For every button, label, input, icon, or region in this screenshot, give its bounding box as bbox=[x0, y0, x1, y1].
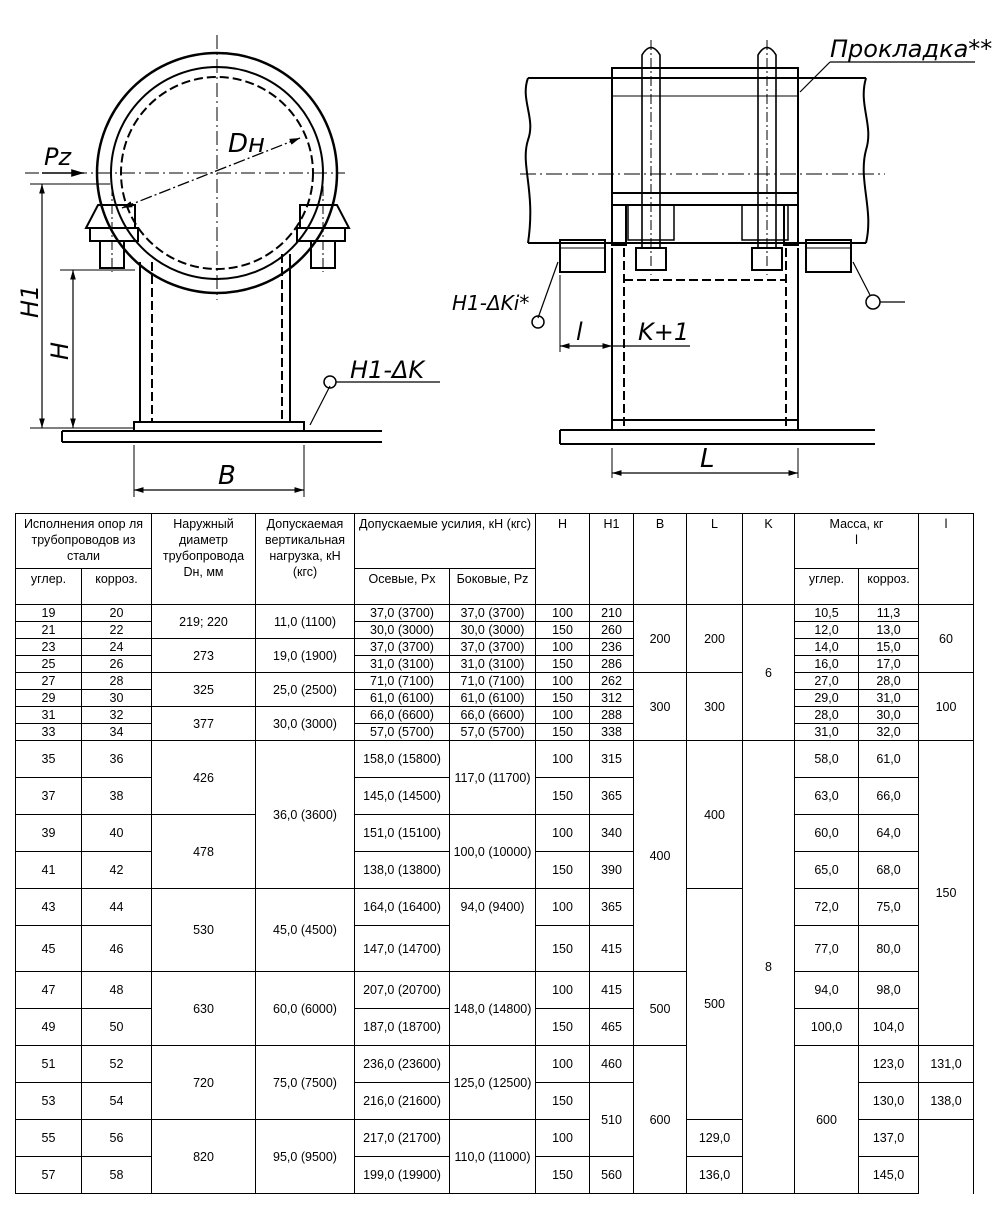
header-axial: Осевые, Px bbox=[355, 569, 450, 605]
cell: 30,0 (3000) bbox=[256, 707, 355, 741]
cell: 210 bbox=[590, 605, 634, 622]
cell: 415 bbox=[590, 972, 634, 1009]
cell: 66,0 (6600) bbox=[355, 707, 450, 724]
cell: 11,3 bbox=[859, 605, 919, 622]
cell: 207,0 (20700) bbox=[355, 972, 450, 1009]
cell: 29,0 bbox=[795, 690, 859, 707]
cell: 32,0 bbox=[859, 724, 919, 741]
cell: 12,0 bbox=[795, 622, 859, 639]
cell: 27 bbox=[16, 673, 82, 690]
cell: 25 bbox=[16, 656, 82, 673]
cell: 400 bbox=[687, 741, 743, 889]
table-row bbox=[16, 889, 974, 926]
cell: 129,0 bbox=[687, 1120, 743, 1157]
cell: 31,0 (3100) bbox=[450, 656, 536, 673]
cell: 61,0 (6100) bbox=[450, 690, 536, 707]
header-corrosion: корроз. bbox=[82, 569, 152, 605]
cell: 150 bbox=[536, 852, 590, 889]
cell: 15,0 bbox=[859, 639, 919, 656]
cell: 150 bbox=[536, 1083, 590, 1120]
cell: 75,0 bbox=[859, 889, 919, 926]
label-k1: K+1 bbox=[638, 318, 690, 346]
cell: 100 bbox=[536, 889, 590, 926]
cell: 63,0 bbox=[795, 778, 859, 815]
cell: 52 bbox=[82, 1046, 152, 1083]
right-view bbox=[520, 40, 975, 478]
table-row bbox=[16, 707, 974, 724]
table-row bbox=[16, 815, 974, 852]
cell: 45 bbox=[16, 926, 82, 972]
cell: 560 bbox=[590, 1157, 634, 1194]
cell: 56 bbox=[82, 1120, 152, 1157]
cell: 26 bbox=[82, 656, 152, 673]
cell: 273 bbox=[152, 639, 256, 673]
cell: 100,0 bbox=[795, 1009, 859, 1046]
cell: 262 bbox=[590, 673, 634, 690]
table-row bbox=[16, 972, 974, 1009]
header-mass-sub: l bbox=[855, 533, 858, 547]
cell: 37,0 (3700) bbox=[355, 639, 450, 656]
cell: 47 bbox=[16, 972, 82, 1009]
cell: 68,0 bbox=[859, 852, 919, 889]
cell: 48 bbox=[82, 972, 152, 1009]
cell: 24 bbox=[82, 639, 152, 656]
cell: 44 bbox=[82, 889, 152, 926]
cell: 51 bbox=[16, 1046, 82, 1083]
table-row bbox=[16, 741, 974, 778]
cell: 31,0 bbox=[859, 690, 919, 707]
table-header-row bbox=[16, 514, 974, 569]
cell: 200 bbox=[634, 605, 687, 673]
cell: 30,0 (3000) bbox=[450, 622, 536, 639]
cell: 820 bbox=[152, 1120, 256, 1194]
cell: 365 bbox=[590, 778, 634, 815]
cell: 71,0 (7100) bbox=[355, 673, 450, 690]
cell: 720 bbox=[152, 1046, 256, 1120]
cell: 145,0 bbox=[859, 1157, 919, 1194]
cell: 22 bbox=[82, 622, 152, 639]
cell: 53 bbox=[16, 1083, 82, 1120]
cell: 31,0 bbox=[795, 724, 859, 741]
header-forces: Допускаемые усилия, кН (кгс) bbox=[355, 514, 536, 569]
support-drawing bbox=[0, 0, 999, 505]
cell: 36,0 (3600) bbox=[256, 741, 355, 889]
header-h: H bbox=[536, 514, 590, 605]
cell: 100 bbox=[536, 673, 590, 690]
cell: 41 bbox=[16, 852, 82, 889]
cell: 28,0 bbox=[795, 707, 859, 724]
cell: 260 bbox=[590, 622, 634, 639]
cell: 58 bbox=[82, 1157, 152, 1194]
cell: 104,0 bbox=[859, 1009, 919, 1046]
cell: 100 bbox=[536, 972, 590, 1009]
table-row bbox=[16, 605, 974, 622]
cell: 217,0 (21700) bbox=[355, 1120, 450, 1157]
cell: 20 bbox=[82, 605, 152, 622]
cell: 60 bbox=[919, 605, 974, 673]
cell: 500 bbox=[687, 889, 743, 1120]
cell: 110,0 (11000) bbox=[450, 1120, 536, 1194]
cell: 37,0 (3700) bbox=[450, 639, 536, 656]
cell: 27,0 bbox=[795, 673, 859, 690]
cell: 17,0 bbox=[859, 656, 919, 673]
cell: 415 bbox=[590, 926, 634, 972]
cell: 6 bbox=[743, 605, 795, 741]
cell: 35 bbox=[16, 741, 82, 778]
cell: 600 bbox=[634, 1046, 687, 1194]
cell: 30 bbox=[82, 690, 152, 707]
cell: 37 bbox=[16, 778, 82, 815]
cell: 131,0 bbox=[919, 1046, 974, 1083]
cell: 100 bbox=[536, 741, 590, 778]
cell: 150 bbox=[536, 1157, 590, 1194]
label-weld-right: H1-ΔKi* bbox=[452, 291, 530, 315]
cell: 31,0 (3100) bbox=[355, 656, 450, 673]
cell: 300 bbox=[634, 673, 687, 741]
cell: 500 bbox=[634, 972, 687, 1046]
cell: 219; 220 bbox=[152, 605, 256, 639]
cell: 19,0 (1900) bbox=[256, 639, 355, 673]
cell: 42 bbox=[82, 852, 152, 889]
cell: 13,0 bbox=[859, 622, 919, 639]
cell: 130,0 bbox=[859, 1083, 919, 1120]
cell: 315 bbox=[590, 741, 634, 778]
cell: 150 bbox=[536, 622, 590, 639]
header-mass-corrosion: корроз. bbox=[859, 569, 919, 605]
table-row bbox=[16, 673, 974, 690]
header-b: B bbox=[634, 514, 687, 605]
cell: 138,0 (13800) bbox=[355, 852, 450, 889]
cell: 39 bbox=[16, 815, 82, 852]
cell: 390 bbox=[590, 852, 634, 889]
cell: 60,0 (6000) bbox=[256, 972, 355, 1046]
cell: 57 bbox=[16, 1157, 82, 1194]
cell: 38 bbox=[82, 778, 152, 815]
cell: 164,0 (16400) bbox=[355, 889, 450, 926]
cell: 100 bbox=[536, 605, 590, 622]
cell: 216,0 (21600) bbox=[355, 1083, 450, 1120]
cell: 150 bbox=[536, 778, 590, 815]
cell: 54 bbox=[82, 1083, 152, 1120]
cell: 23 bbox=[16, 639, 82, 656]
cell: 77,0 bbox=[795, 926, 859, 972]
cell: 136,0 bbox=[687, 1157, 743, 1194]
cell: 75,0 (7500) bbox=[256, 1046, 355, 1120]
cell: 8 bbox=[743, 741, 795, 1194]
cell: 236,0 (23600) bbox=[355, 1046, 450, 1083]
table-row bbox=[16, 639, 974, 656]
cell: 80,0 bbox=[859, 926, 919, 972]
label-h1: H1 bbox=[16, 284, 44, 318]
cell: 151,0 (15100) bbox=[355, 815, 450, 852]
label-h: H bbox=[46, 341, 74, 360]
cell: 29 bbox=[16, 690, 82, 707]
header-mass bbox=[795, 514, 919, 569]
cell: 65,0 bbox=[795, 852, 859, 889]
cell: 300 bbox=[687, 673, 743, 741]
cell: 37,0 (3700) bbox=[450, 605, 536, 622]
cell: 31 bbox=[16, 707, 82, 724]
cell: 150 bbox=[536, 690, 590, 707]
label-l-small: l bbox=[576, 318, 583, 346]
cell: 338 bbox=[590, 724, 634, 741]
cell: 150 bbox=[536, 926, 590, 972]
cell: 138,0 bbox=[919, 1083, 974, 1120]
cell: 19 bbox=[16, 605, 82, 622]
cell: 72,0 bbox=[795, 889, 859, 926]
cell: 61,0 bbox=[859, 741, 919, 778]
cell: 66,0 bbox=[859, 778, 919, 815]
cell: 286 bbox=[590, 656, 634, 673]
cell: 460 bbox=[590, 1046, 634, 1083]
cell: 55 bbox=[16, 1120, 82, 1157]
header-mass-text: Масса, кг bbox=[829, 517, 884, 531]
cell: 426 bbox=[152, 741, 256, 815]
cell: 100 bbox=[536, 707, 590, 724]
cell: 16,0 bbox=[795, 656, 859, 673]
cell: 200 bbox=[687, 605, 743, 673]
cell: 66,0 (6600) bbox=[450, 707, 536, 724]
cell: 94,0 (9400) bbox=[450, 889, 536, 972]
cell: 145,0 (14500) bbox=[355, 778, 450, 815]
cell: 21 bbox=[16, 622, 82, 639]
spec-table bbox=[15, 513, 974, 1194]
cell: 100,0 (10000) bbox=[450, 815, 536, 889]
cell: 137,0 bbox=[859, 1120, 919, 1157]
cell: 14,0 bbox=[795, 639, 859, 656]
cell: 600 bbox=[795, 1046, 859, 1194]
cell: 57,0 (5700) bbox=[450, 724, 536, 741]
cell: 57,0 (5700) bbox=[355, 724, 450, 741]
cell: 25,0 (2500) bbox=[256, 673, 355, 707]
cell: 630 bbox=[152, 972, 256, 1046]
cell: 100 bbox=[536, 1046, 590, 1083]
header-l-small: l bbox=[919, 514, 974, 605]
cell: 98,0 bbox=[859, 972, 919, 1009]
cell: 94,0 bbox=[795, 972, 859, 1009]
cell: 49 bbox=[16, 1009, 82, 1046]
header-diameter: Наружный диаметр трубопровода Dн, мм bbox=[152, 514, 256, 605]
cell: 100 bbox=[536, 1120, 590, 1157]
cell: 33 bbox=[16, 724, 82, 741]
cell: 11,0 (1100) bbox=[256, 605, 355, 639]
label-weld-left: H1-ΔK bbox=[350, 356, 425, 384]
cell: 199,0 (19900) bbox=[355, 1157, 450, 1194]
cell: 45,0 (4500) bbox=[256, 889, 355, 972]
cell: 123,0 bbox=[859, 1046, 919, 1083]
cell: 288 bbox=[590, 707, 634, 724]
cell: 117,0 (11700) bbox=[450, 741, 536, 815]
cell: 60,0 bbox=[795, 815, 859, 852]
cell: 37,0 (3700) bbox=[355, 605, 450, 622]
cell: 465 bbox=[590, 1009, 634, 1046]
cell: 150 bbox=[536, 724, 590, 741]
cell: 125,0 (12500) bbox=[450, 1046, 536, 1120]
cell: 71,0 (7100) bbox=[450, 673, 536, 690]
cell: 158,0 (15800) bbox=[355, 741, 450, 778]
cell: 28,0 bbox=[859, 673, 919, 690]
cell: 377 bbox=[152, 707, 256, 741]
cell: 365 bbox=[590, 889, 634, 926]
cell: 150 bbox=[536, 1009, 590, 1046]
cell: 28 bbox=[82, 673, 152, 690]
cell: 30,0 (3000) bbox=[355, 622, 450, 639]
cell: 30,0 bbox=[859, 707, 919, 724]
cell: 340 bbox=[590, 815, 634, 852]
cell: 46 bbox=[82, 926, 152, 972]
cell: 478 bbox=[152, 815, 256, 889]
header-lateral: Боковые, Pz bbox=[450, 569, 536, 605]
header-carbon: углер. bbox=[16, 569, 82, 605]
cell: 236 bbox=[590, 639, 634, 656]
cell: 312 bbox=[590, 690, 634, 707]
label-dn: Dн bbox=[228, 129, 266, 159]
cell: 50 bbox=[82, 1009, 152, 1046]
cell: 100 bbox=[919, 673, 974, 741]
cell: 187,0 (18700) bbox=[355, 1009, 450, 1046]
cell: 36 bbox=[82, 741, 152, 778]
cell: 61,0 (6100) bbox=[355, 690, 450, 707]
cell: 95,0 (9500) bbox=[256, 1120, 355, 1194]
label-b: B bbox=[218, 461, 236, 491]
cell: 32 bbox=[82, 707, 152, 724]
cell: 40 bbox=[82, 815, 152, 852]
cell: 148,0 (14800) bbox=[450, 972, 536, 1046]
cell: 43 bbox=[16, 889, 82, 926]
cell: 510 bbox=[590, 1083, 634, 1157]
cell: 64,0 bbox=[859, 815, 919, 852]
cell: 530 bbox=[152, 889, 256, 972]
header-load: Допускаемая вертикальная нагрузка, кН (кгс) bbox=[256, 514, 355, 605]
cell: 10,5 bbox=[795, 605, 859, 622]
cell: 58,0 bbox=[795, 741, 859, 778]
cell: 400 bbox=[634, 741, 687, 972]
label-gasket: Прокладка** bbox=[830, 35, 993, 63]
cell: 34 bbox=[82, 724, 152, 741]
cell: 147,0 (14700) bbox=[355, 926, 450, 972]
header-variants: Исполнения опор ля трубопроводов из стали bbox=[16, 514, 152, 569]
header-mass-carbon: углер. bbox=[795, 569, 859, 605]
header-h1: H1 bbox=[590, 514, 634, 605]
header-k: K bbox=[743, 514, 795, 605]
header-l: L bbox=[687, 514, 743, 605]
cell: 100 bbox=[536, 815, 590, 852]
cell: 325 bbox=[152, 673, 256, 707]
left-view bbox=[25, 35, 440, 497]
label-pz: Pz bbox=[44, 143, 72, 171]
cell: 100 bbox=[536, 639, 590, 656]
cell: 150 bbox=[919, 741, 974, 1046]
cell: 150 bbox=[536, 656, 590, 673]
label-l-big: L bbox=[700, 444, 715, 474]
table-row bbox=[16, 1046, 974, 1083]
